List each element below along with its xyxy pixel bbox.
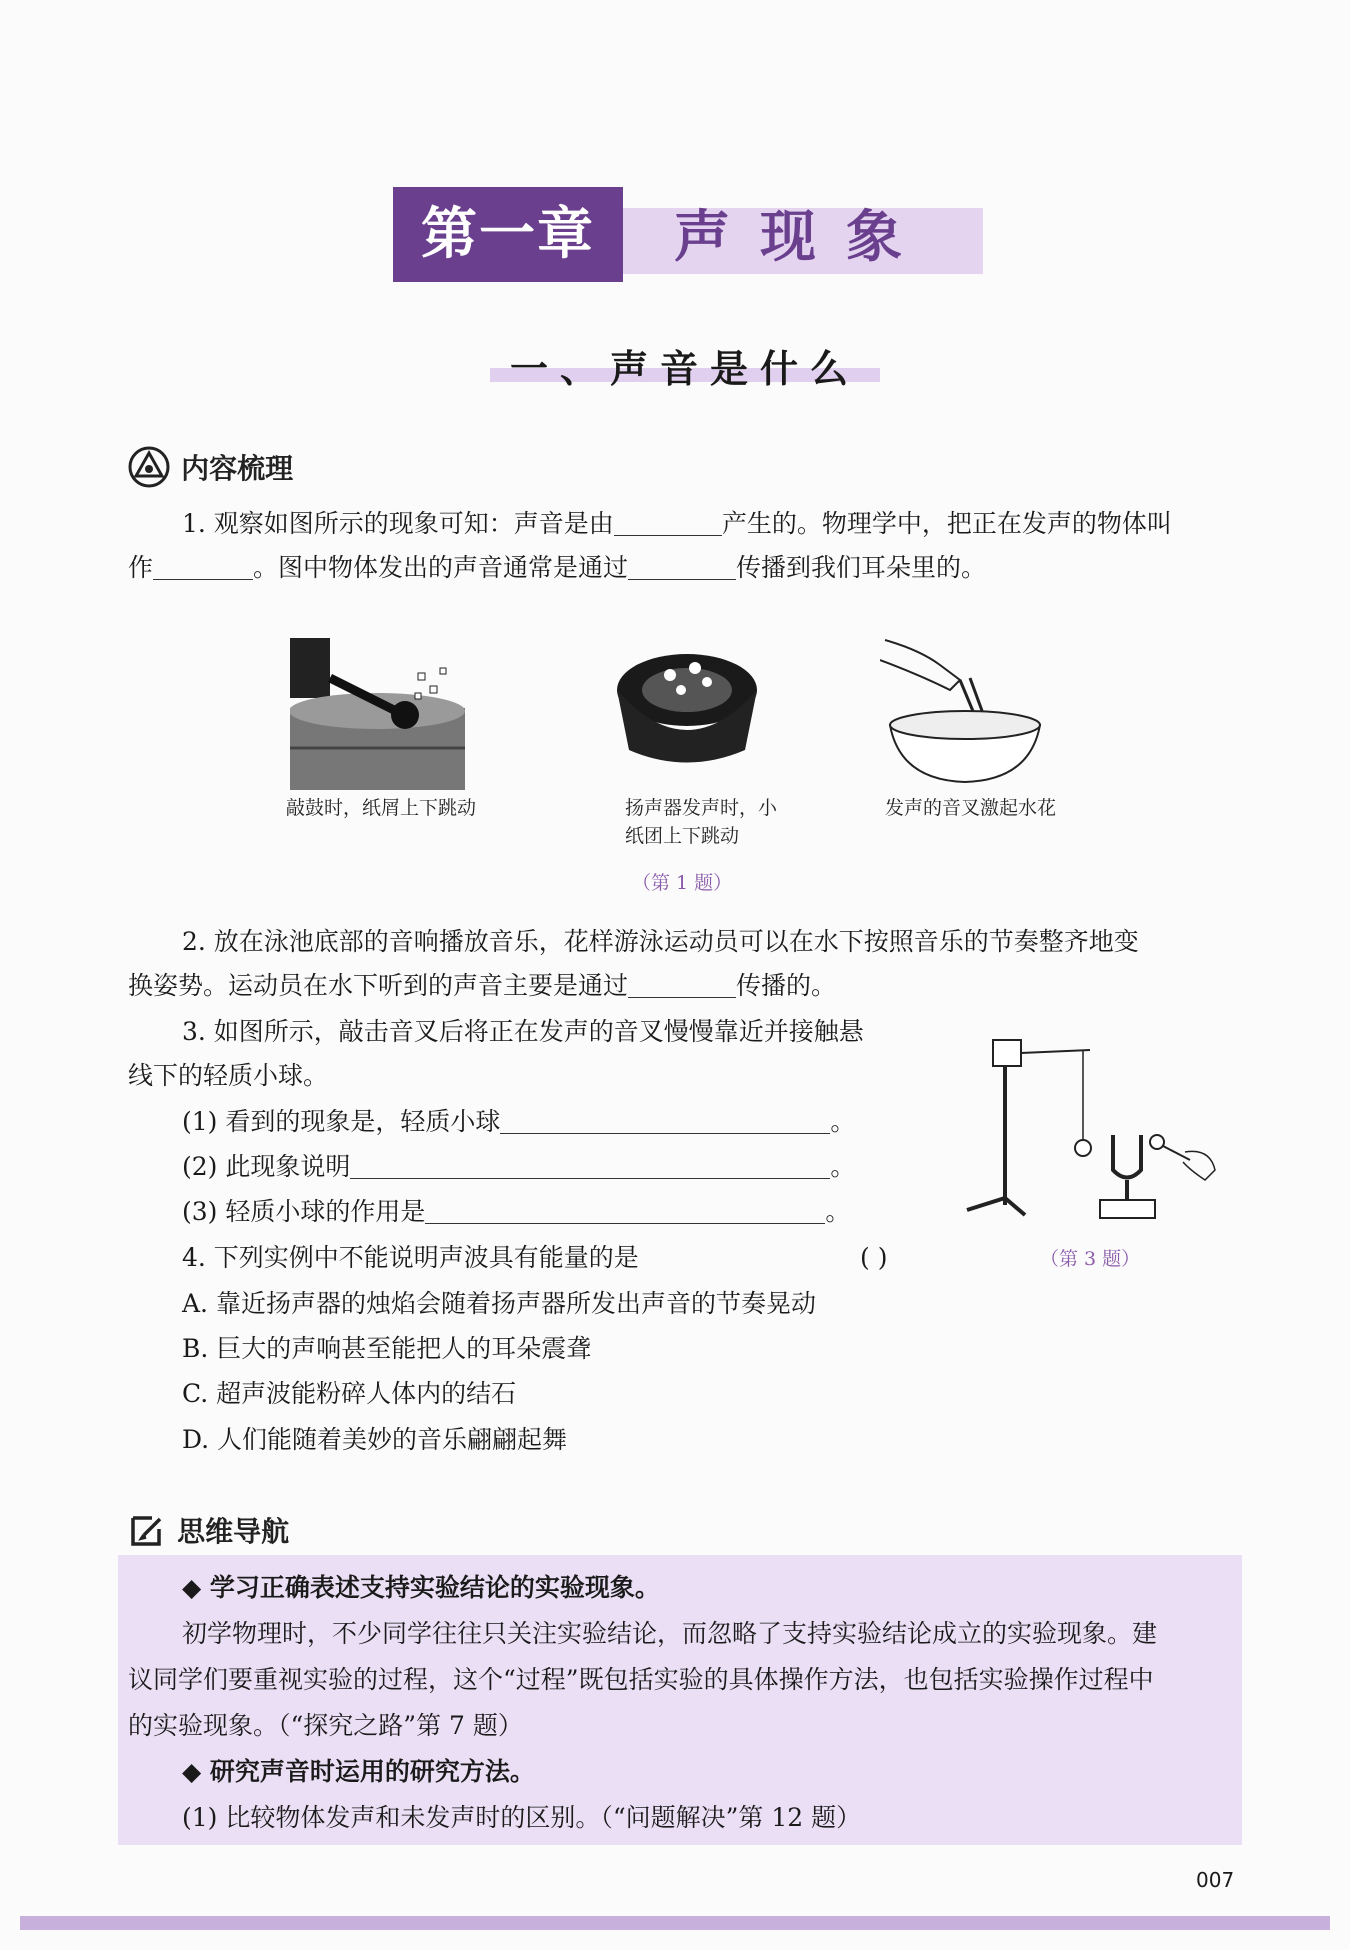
- q3-sub2: (2) 此现象说明 。: [182, 1145, 855, 1189]
- q4-answer-paren[interactable]: ( ): [860, 1243, 888, 1272]
- chapter-number: 第一章: [421, 201, 595, 267]
- triangle-circle-icon: [128, 446, 170, 488]
- guide-point-2: ◆ 研究声音时运用的研究方法。: [182, 1757, 535, 1786]
- q2-blank[interactable]: [628, 967, 736, 998]
- q3-line2: 线下的轻质小球。: [128, 1061, 329, 1090]
- fig1-caption-a: 敲鼓时，纸屑上下跳动: [286, 797, 477, 819]
- chapter-title: 声现象: [674, 204, 932, 270]
- q4-option-a: A. 靠近扬声器的烛焰会随着扬声器所发出声音的节奏晃动: [182, 1289, 816, 1318]
- pencil-square-icon: [130, 1513, 164, 1547]
- q3-blank-3[interactable]: [425, 1193, 825, 1224]
- q3-blank-2[interactable]: [350, 1148, 830, 1179]
- fig1-caption-b1: 扬声器发声时，小: [625, 797, 778, 819]
- fig1-caption-b2: 纸团上下跳动: [625, 825, 740, 847]
- thinking-guide-title: 思维导航: [177, 1515, 290, 1548]
- footer-band: [20, 1916, 1330, 1930]
- q1-line2: 作 。图中物体发出的声音通常是通过 传播到我们耳朵里的。: [128, 546, 986, 590]
- q1-blank-1[interactable]: [614, 505, 722, 536]
- tuning-fork-water-illustration: [880, 620, 1050, 785]
- guide-point-1: ◆ 学习正确表述支持实验结论的实验现象。: [182, 1573, 660, 1602]
- fig1-label: （第 1 题）: [632, 872, 733, 894]
- page-number: 007: [1196, 1868, 1235, 1892]
- guide-para1-line1: 初学物理时，不少同学往往只关注实验结论，而忽略了支持实验结论成立的实验现象。建: [182, 1619, 1158, 1648]
- q4-option-d: D. 人们能随着美妙的音乐翩翩起舞: [182, 1425, 568, 1454]
- q1-blank-2[interactable]: [153, 549, 253, 580]
- q4-option-b: B. 巨大的声响甚至能把人的耳朵震聋: [182, 1334, 592, 1363]
- q3-blank-1[interactable]: [500, 1103, 830, 1134]
- q2-line2: 换姿势。运动员在水下听到的声音主要是通过 传播的。: [128, 964, 836, 1008]
- q1-line1: 1. 观察如图所示的现象可知：声音是由 产生的。物理学中，把正在发声的物体叫: [182, 502, 1172, 546]
- q4-stem: 4. 下列实例中不能说明声波具有能量的是: [182, 1243, 639, 1272]
- guide-item-1: (1) 比较物体发声和未发声时的区别。（“问题解决”第 12 题）: [182, 1803, 862, 1832]
- guide-para1-line3: 的实验现象。（“探究之路”第 7 题）: [128, 1711, 523, 1740]
- content-review-header: [128, 446, 293, 488]
- pendulum-tuning-fork-illustration: [965, 1030, 1225, 1230]
- fig1-caption-c: 发声的音叉激起水花: [885, 797, 1057, 819]
- content-review-title: 内容梳理: [181, 452, 294, 485]
- q1-blank-3[interactable]: [628, 549, 736, 580]
- q2-line1: 2. 放在泳池底部的音响播放音乐，花样游泳运动员可以在水下按照音乐的节奏整齐地变: [182, 927, 1139, 956]
- q3-sub3: (3) 轻质小球的作用是 。: [182, 1190, 850, 1234]
- q3-sub1: (1) 看到的现象是，轻质小球 。: [182, 1100, 855, 1144]
- q4-option-c: C. 超声波能粉碎人体内的结石: [182, 1379, 517, 1408]
- speaker-illustration: [615, 650, 760, 775]
- section-title: 一、声音是什么: [509, 347, 860, 391]
- guide-para1-line2: 议同学们要重视实验的过程，这个“过程”既包括实验的具体操作方法，也包括实验操作过程中: [128, 1665, 1154, 1694]
- fig3-label: （第 3 题）: [1040, 1248, 1141, 1270]
- drum-illustration: [290, 638, 465, 790]
- q3-line1: 3. 如图所示，敲击音叉后将正在发声的音叉慢慢靠近并接触悬: [182, 1017, 864, 1046]
- thinking-guide-header: [130, 1510, 289, 1550]
